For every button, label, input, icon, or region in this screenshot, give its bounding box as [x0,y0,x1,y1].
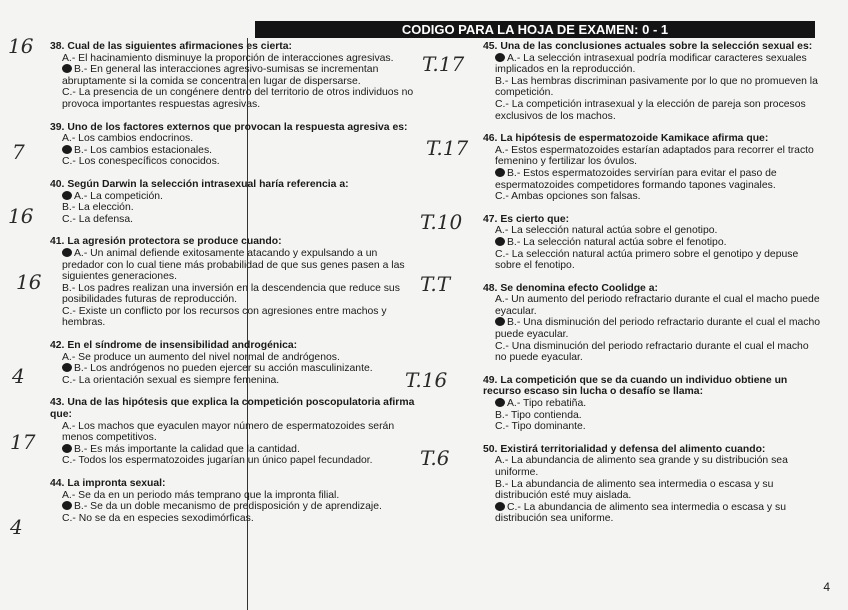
answer-mark [495,398,505,407]
option-c: C.- La selección natural actúa primero sobre el genotipo y depuse sobre el fenotipo. [495,248,799,272]
answer-mark [62,363,72,372]
right-question-column [483,41,823,536]
answer-mark [495,53,505,62]
option-c: C.- Tipo dominante. [495,421,586,433]
option-a: A.- Se produce un aumento del nivel normal de andrógenos. [62,351,340,363]
option-b: B.- Tipo contienda. [495,409,582,421]
answer-mark [495,317,505,326]
option-a: A.- Los cambios endocrinos. [62,133,194,145]
question-45: 45. Una de las conclusiones actuales sobre la selección sexual es: A.- La selección intrasexual podría modificar caracteres sexuales implicados en la reproducción. B.- Las hembras discriminan pasivamente por lo que no promueven la competición. C.- La competición intrasexual y la elección de pareja son procesos exclusivos de los machos. [483,41,823,122]
option-b: B.- La elección. [62,202,134,214]
page-number: 4 [823,580,830,594]
option-c: C.- Los conespecíficos conocidos. [62,156,220,168]
option-a: A.- Tipo rebatiña. [507,398,587,410]
question-49: 49. La competición que se da cuando un individuo obtiene un recurso escaso sin lucha o desafío se llama: A.- Tipo rebatiña. B.- Tipo contienda. C.- Tipo dominante. [483,375,823,433]
question-42: 42. En el síndrome de insensibilidad androgénica: A.- Se produce un aumento del nivel normal de andrógenos. B.- Los andrógenos no pueden ejercer su acción masculinizante. C.- La orientación sexual es siempre femenina. [50,340,418,386]
handwritten-mark: 17 [10,430,36,454]
option-c: C.- La defensa. [62,213,134,225]
answer-mark [495,168,505,177]
answer-mark [62,248,72,257]
option-a: A.- El hacinamiento disminuye la proporción de interacciones agresivas. [62,52,394,64]
answer-mark [62,444,72,453]
handwritten-mark: 16 [16,270,42,294]
option-b: B.- Los andrógenos no pueden ejercer su acción masculinizante. [74,363,373,375]
option-b: B.- Una disminución del periodo refractario durante el cual el macho puede eyacular. [495,317,821,341]
option-b: B.- Los cambios estacionales. [74,144,213,156]
exam-code-header: CODIGO PARA LA HOJA DE EXAMEN: 0 - 1 [255,21,815,38]
option-a: A.- La abundancia de alimento sea grande y su distribución sea uniforme. [495,455,788,478]
question-48: 48. Se denomina efecto Coolidge a: A.- Un aumento del periodo refractario durante el cual el macho puede eyacular. B.- Una disminución del periodo refractario durante el cual el macho puede eyacular. C.- Una disminución del periodo refractario durante el cual el macho no puede eyacular. [483,283,823,364]
handwritten-mark: 7 [12,140,25,164]
question-38: 38. Cual de las siguientes afirmaciones es cierta: A.- El hacinamiento disminuye la proporción de interacciones agresivas. B.- En general las interacciones agresivo-sumisas se incrementan abruptamente si la comida se concentra en lugar de dispersarse. C.- La presencia de un congénere dentro del territorio de otros individuos no provoca importantes respuestas agresivas. [50,41,418,111]
question-44: 44. La impronta sexual: A.- Se da en un periodo más temprano que la impronta filial. B.- Se da un doble mecanismo de predisposición y de aprendizaje. C.- No se da en especies sexodimórficas. [50,478,418,524]
answer-mark [495,237,505,246]
option-b: B.- Las hembras discriminan pasivamente por lo que no promueven la competición. [495,75,818,99]
option-a: A.- Un aumento del periodo refractario durante el cual el macho puede eyacular. [495,294,820,317]
question-50: 50. Existirá territorialidad y defensa del alimento cuando: A.- La abundancia de alimento sea grande y su distribución sea uniforme. B.- La abundancia de alimento sea intermedia o escasa y su distribución esté muy aislada. C.- La abundancia de alimento sea intermedia o escasa y su distribución sea uniforme. [483,444,823,525]
answer-mark [495,502,505,511]
option-c: C.- Una disminución del periodo refractario durante el cual el macho no puede eyacular. [495,340,809,364]
question-43: 43. Una de las hipótesis que explica la competición poscopulatoria afirma que: A.- Los machos que eyaculen mayor número de espermatozoides serán menos competitivos. B.- Es más importante la calidad que la cantidad. C.- Todos los espermatozoides jugarían un único papel fecundador. [50,397,418,467]
option-a: A.- Estos espermatozoides estarían adaptados para recorrer el tracto femenino y fertilizar los óvulos. [495,144,814,168]
option-a: A.- La selección natural actúa sobre el genotipo. [495,225,718,237]
option-c: C.- La competición intrasexual y la elección de pareja son procesos exclusivos de los machos. [495,98,806,122]
question-41: 41. La agresión protectora se produce cuando: A.- Un animal defiende exitosamente atacando y expulsando a un predador con lo cual tiene más probabilidad de que sus genes pasen a las siguientes generaciones. B.- Los padres realizan una inversión en la descendencia que reduce sus posibilidades futuras de reproducción. C.- Existe un conflicto por los recursos con agresiones entre machos y hembras. [50,236,418,329]
handwritten-mark: 16 [8,204,34,228]
answer-mark [62,64,72,73]
option-c: C.- La presencia de un congénere dentro del territorio de otros individuos no provoca importantes respuestas agresivas. [62,87,414,110]
option-b: B.- En general las interacciones agresivo-sumisas se incrementan abruptamente si la comida se concentra en lugar de dispersarse. [62,64,379,87]
handwritten-mark: 4 [10,515,23,539]
handwritten-mark: 4 [12,364,25,388]
handwritten-mark: T.17 [426,136,469,160]
option-b: B.- Estos espermatozoides servirían para evitar el paso de espermatozoides competidores formando tapones vaginales. [495,167,777,191]
question-39: 39. Uno de los factores externos que provocan la respuesta agresiva es: A.- Los cambios endocrinos. B.- Los cambios estacionales. C.- Los conespecíficos conocidos. [50,122,418,168]
option-c: C.- Existe un conflicto por los recursos con agresiones entre machos y hembras. [62,305,387,329]
option-b: B.- Es más importante la calidad que la cantidad. [74,443,300,455]
option-a: A.- Un animal defiende exitosamente atacando y expulsando a un predador con lo cual tiene más probabilidad de que sus genes pasen a las siguientes generaciones. [62,247,405,283]
answer-mark [62,145,72,154]
option-c: C.- No se da en especies sexodimórficas. [62,512,254,524]
option-a: A.- La selección intrasexual podría modificar caracteres sexuales implicados en la reproducción. [495,52,807,76]
option-b: B.- Se da un doble mecanismo de predisposición y de aprendizaje. [74,501,382,513]
handwritten-mark: T.16 [405,368,448,392]
question-47: 47. Es cierto que: A.- La selección natural actúa sobre el genotipo. B.- La selección natural actúa sobre el fenotipo. C.- La selección natural actúa primero sobre el genotipo y depuse sobre el fenotipo. [483,214,823,272]
handwritten-mark: T.6 [420,446,450,470]
option-b: B.- Los padres realizan una inversión en la descendencia que reduce sus posibilidades futuras de reproducción. [62,282,400,306]
handwritten-mark: 16 [8,34,34,58]
left-question-column [50,41,418,535]
option-b: B.- La abundancia de alimento sea intermedia o escasa y su distribución esté muy aislada. [495,478,774,502]
option-b: B.- La selección natural actúa sobre el fenotipo. [507,236,727,248]
question-46: 46. La hipótesis de espermatozoide Kamikace afirma que: A.- Estos espermatozoides estarían adaptados para recorrer el tracto femenino y fertilizar los óvulos. B.- Estos espermatozoides servirían para evitar el paso de espermatozoides competidores formando tapones vaginales. C.- Ambas opciones son falsas. [483,133,823,203]
option-a: A.- La competición. [74,190,163,202]
handwritten-mark: T.T [420,272,451,296]
option-c: C.- La abundancia de alimento sea intermedia o escasa y su distribución sea uniforme. [495,501,786,525]
option-a: A.- Los machos que eyaculen mayor número de espermatozoides serán menos competitivos. [62,420,395,444]
answer-mark [62,191,72,200]
handwritten-mark: T.10 [420,210,463,234]
option-c: C.- La orientación sexual es siempre femenina. [62,374,280,386]
option-c: C.- Todos los espermatozoides jugarían un único papel fecundador. [62,455,373,467]
answer-mark [62,501,72,510]
option-a: A.- Se da en un periodo más temprano que la impronta filial. [62,489,340,501]
question-40: 40. Según Darwin la selección intrasexual haría referencia a: A.- La competición. B.- La elección. C.- La defensa. [50,179,418,225]
option-c: C.- Ambas opciones son falsas. [495,191,641,203]
handwritten-mark: T.17 [422,52,465,76]
